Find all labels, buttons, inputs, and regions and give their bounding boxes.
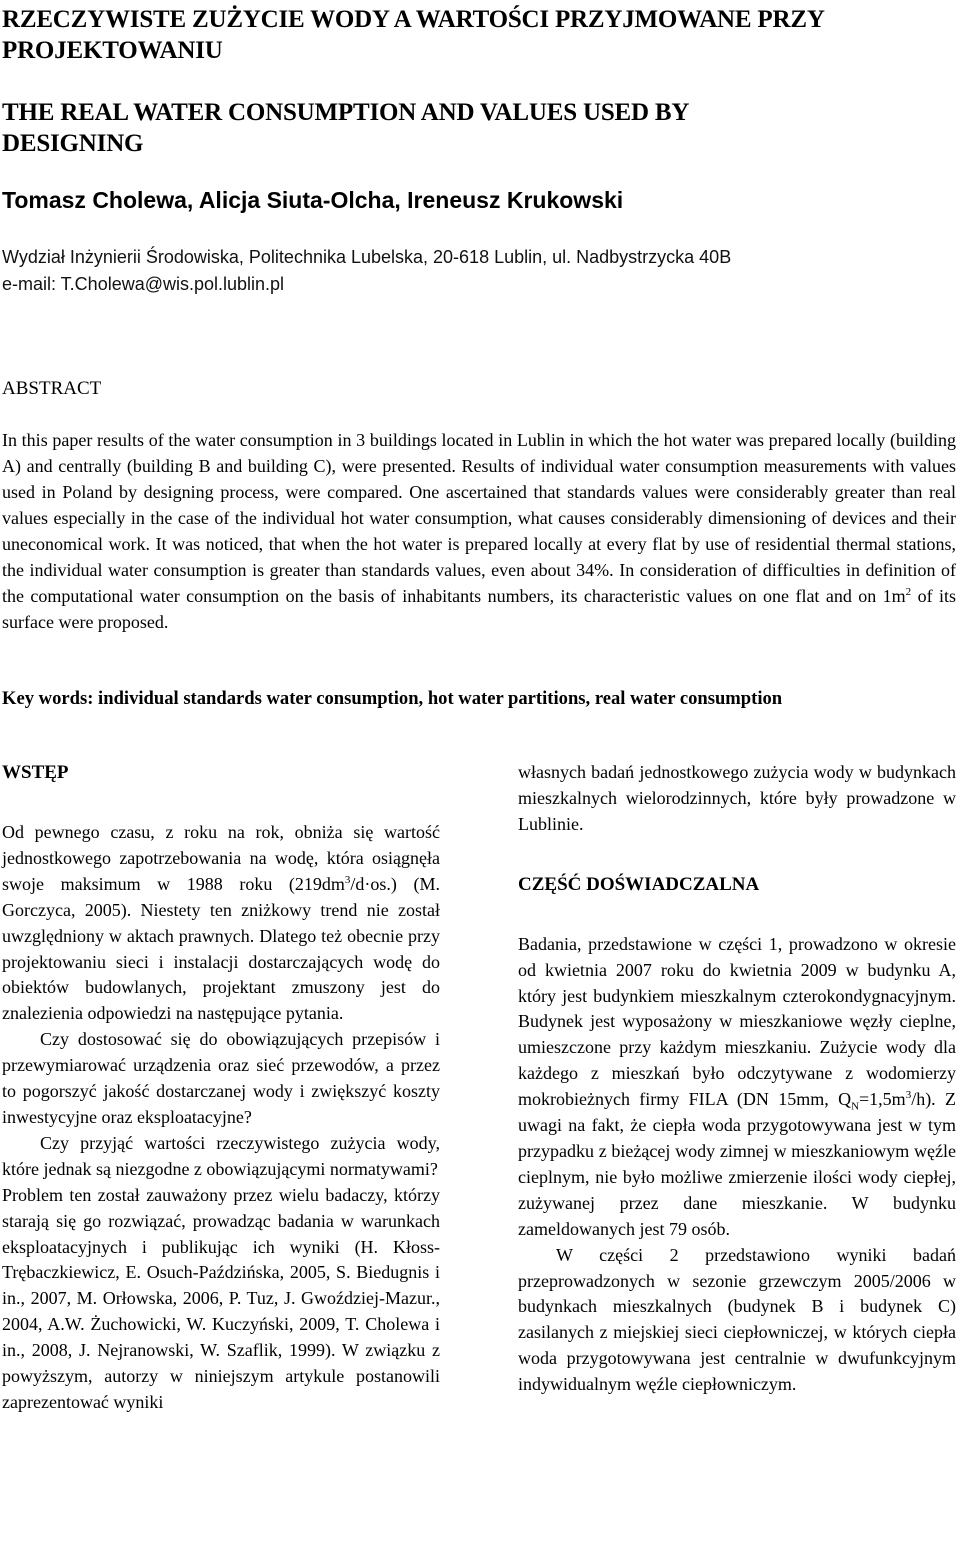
title-polish: RZECZYWISTE ZUŻYCIE WODY A WARTOŚCI PRZYJMOWANE PRZY PROJEKTOWANIU [2,6,824,64]
affiliation-email: e-mail: T.Cholewa@wis.pol.lublin.pl [2,274,285,294]
title-english: THE REAL WATER CONSUMPTION AND VALUES USED BY DESIGNING [2,99,689,157]
abstract-superscript: 2 [905,586,912,598]
abstract-text-main: In this paper results of the water consumption in 3 buildings located in Lublin in which the hot water was prepared locally (building A) and centrally (building B and building C), were presented. Results of individual water consumption measurements with values used in Poland by designing process, were compared. One ascertained that standards values were considerably greater than real values especially in the case of the individual hot water consumption, what causes considerably dimensioning of devices and their uneconomical work. It was noticed, that when the hot water is prepared locally at every flat by use of residential thermal stations, the individual water consumption is greater than standards values, even about 34%. In consideration of difficulties in definition of the computational water consumption on the basis of inhabitants numbers, its characteristic values on one flat and on 1m [2,430,956,606]
spacer [518,898,956,932]
superscript: 3 [905,1089,912,1102]
paragraph-text: Badania, przedstawione w części 1, prowadzono w okresie od kwietnia 2007 roku do kwietnia 2009 w budynku A, który jest budynkiem mieszkalnym czterokondygnacyjnym. Budynek jest wyposażony w mieszkaniowe węzły cieplne, umieszczone przy każdym mieszkaniu. Zużycie wody dla każdego z mieszkań było odczytywane z wodomierzy mokrobieżnych firmy FILA (DN 15mm, Q [518,933,956,1110]
paragraph: Czy przyjąć wartości rzeczywistego zużycia wody, które jednak są niezgodne z obowiązującymi normatywami? [2,1132,440,1179]
authors: Tomasz Cholewa, Alicja Siuta-Olcha, Ireneusz Krukowski [2,187,624,213]
spacer [518,838,956,872]
section-heading-czesc-doswiadczalna: CZĘŚĆ DOŚWIADCZALNA [518,873,760,895]
keywords: Key words: individual standards water consumption, hot water partitions, real water consumption [2,688,783,709]
section-heading-wstep: WSTĘP [2,762,69,783]
abstract-heading: ABSTRACT [2,378,102,399]
paragraph [518,932,956,1243]
right-column [518,760,956,1398]
paragraph-text: Od pewnego czasu, z roku na rok, obniża się wartość jednostkowego zapotrzebowania na wodę, która osiągnęła swoje maksimum w 1988 roku (219dm [2,822,440,894]
paragraph-text: /h). Z uwagi na fakt, że ciepła woda przygotowywana jest w tym przypadku z bieżącej wody zimnej w mieszkaniowym węźle cieplnym, nie było możliwe zmierzenie ilości wody ciepłej, zużywanej przez dane mieszkanie. W budynku zameldowanych jest 79 osób. [518,1089,957,1239]
affiliation-address: Wydział Inżynierii Środowiska, Politechnika Lubelska, 20-618 Lublin, ul. Nadbystrzycka 40B [2,247,732,267]
abstract-text [2,427,956,635]
left-column [2,760,440,1416]
paragraph-text: =1,5m [859,1089,906,1110]
paragraph-text: /d·os.) (M. Gorczyca, 2005). Niestety ten zniżkowy trend nie został uwzględniony w aktach prawnych. Dlatego też obecnie przy projektowaniu sieci i instalacji dostarczających wodę do obiektów budowlanych, projektant zmuszony jest do znalezienia odpowiedzi na następujące pytania. [2,873,441,1024]
paragraph: Problem ten został zauważony przez wielu badaczy, którzy starają się go rozwiązać, prowadząc badania w warunkach eksploatacyjnych i publikując ich wyniki (H. Kłoss-Trębaczkiewicz, E. Osuch-Paździńska, 2005, S. Biedugnis i in., 2007, M. Orłowska, 2006, P. Tuz, J. Gwoździej-Mazur., 2004, A.W. Żuchowicki, W. Kuczyński, 2009, T. Cholewa i in., 2008, J. Nejranowski, W. Szaflik, 1999). W związku z powyższym, autorzy w niniejszym artykule postanowili zaprezentować wyniki [2,1184,440,1412]
subscript: N [851,1100,860,1113]
spacer [2,786,440,820]
paragraph: Czy dostosować się do obowiązujących przepisów i przewymiarować urządzenia oraz sieć przewodów, a przez to pogorszyć jakość dostarczanej wody i zwiększyć koszty inwestycyjne oraz eksploatacyjne? [2,1029,440,1127]
paragraph [2,820,440,1027]
affiliation [2,244,731,298]
paragraph: W części 2 przedstawiono wyniki badań przeprowadzonych w sezonie grzewczym 2005/2006 w budynkach mieszkalnych (budynek B i budynek C) zasilanych z miejskiej sieci ciepłowniczej, w których ciepła woda przygotowywana jest centralnie w dwufunkcyjnym indywidualnym węźle ciepłowniczym. [518,1244,956,1395]
abstract-text-end: of its surface were proposed. [2,586,956,632]
superscript: 3 [344,873,351,886]
paragraph: własnych badań jednostkowego zużycia wody w budynkach mieszkalnych wielorodzinnych, które były prowadzone w Lublinie. [518,762,956,834]
